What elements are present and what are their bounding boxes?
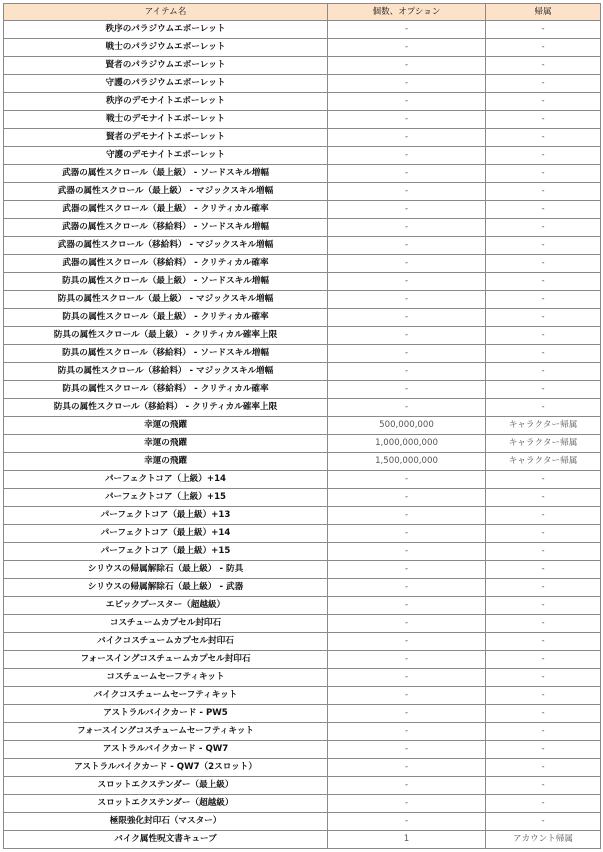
option-cell: -: [328, 471, 486, 489]
item-name-cell: アストラルバイクカード - PW5: [4, 705, 328, 723]
item-name-cell: パーフェクトコア（上級）+14: [4, 471, 328, 489]
table-row: [4, 687, 601, 705]
table-row: [4, 633, 601, 651]
table-row: [4, 561, 601, 579]
table-row: [4, 489, 601, 507]
table-row: [4, 255, 601, 273]
item-name-cell: 守護のパラジウムエポーレット: [4, 75, 328, 93]
bind-cell: -: [486, 507, 601, 525]
table-row: [4, 741, 601, 759]
table-row: [4, 453, 601, 471]
item-name-cell: 秩序のデモナイトエポーレット: [4, 93, 328, 111]
table-row: [4, 705, 601, 723]
option-cell: -: [328, 93, 486, 111]
bind-cell: -: [486, 723, 601, 741]
item-name-cell: 武器の属性スクロール（移給料） - マジックスキル増幅: [4, 237, 328, 255]
bind-cell: キャラクター帰属: [486, 453, 601, 471]
item-name-cell: パーフェクトコア（上級）+15: [4, 489, 328, 507]
option-cell: -: [328, 165, 486, 183]
item-name-cell: 武器の属性スクロール（最上級） - ソードスキル増幅: [4, 165, 328, 183]
bind-cell: -: [486, 345, 601, 363]
option-cell: -: [328, 219, 486, 237]
option-cell: -: [328, 399, 486, 417]
bind-cell: -: [486, 57, 601, 75]
bind-cell: -: [486, 651, 601, 669]
table-row: [4, 237, 601, 255]
bind-cell: -: [486, 111, 601, 129]
option-cell: -: [328, 291, 486, 309]
option-cell: -: [328, 183, 486, 201]
item-name-cell: 守護のデモナイトエポーレット: [4, 147, 328, 165]
bind-cell: -: [486, 129, 601, 147]
bind-cell: -: [486, 327, 601, 345]
table-row: [4, 777, 601, 795]
item-name-cell: アストラルバイクカード - QW7（2スロット）: [4, 759, 328, 777]
bind-cell: -: [486, 759, 601, 777]
bind-cell: -: [486, 561, 601, 579]
bind-cell: -: [486, 741, 601, 759]
item-name-cell: パーフェクトコア（最上級）+15: [4, 543, 328, 561]
bind-cell: -: [486, 273, 601, 291]
column-header-item-name: アイテム名: [4, 4, 328, 21]
option-cell: -: [328, 75, 486, 93]
option-cell: -: [328, 201, 486, 219]
table-row: [4, 399, 601, 417]
option-cell: -: [328, 273, 486, 291]
option-cell: -: [328, 813, 486, 831]
bind-cell: -: [486, 705, 601, 723]
bind-cell: -: [486, 633, 601, 651]
item-name-cell: スロットエクステンダー（最上級）: [4, 777, 328, 795]
table-row: [4, 327, 601, 345]
table-row: [4, 129, 601, 147]
option-cell: -: [328, 147, 486, 165]
bind-cell: -: [486, 669, 601, 687]
item-name-cell: パーフェクトコア（最上級）+14: [4, 525, 328, 543]
item-name-cell: 賢者のパラジウムエポーレット: [4, 57, 328, 75]
item-name-cell: 賢者のデモナイトエポーレット: [4, 129, 328, 147]
table-row: [4, 651, 601, 669]
option-cell: -: [328, 237, 486, 255]
option-cell: -: [328, 615, 486, 633]
table-row: [4, 795, 601, 813]
option-cell: -: [328, 381, 486, 399]
option-cell: -: [328, 651, 486, 669]
item-name-cell: 戦士のパラジウムエポーレット: [4, 39, 328, 57]
table-row: [4, 615, 601, 633]
option-cell: -: [328, 561, 486, 579]
item-name-cell: 幸運の飛躍: [4, 435, 328, 453]
item-name-cell: 武器の属性スクロール（移給料） - ソードスキル増幅: [4, 219, 328, 237]
option-cell: -: [328, 795, 486, 813]
item-name-cell: 防具の属性スクロール（移給料） - ソードスキル増幅: [4, 345, 328, 363]
bind-cell: -: [486, 615, 601, 633]
option-cell: -: [328, 525, 486, 543]
bind-cell: -: [486, 291, 601, 309]
table-header: [4, 4, 601, 21]
option-cell: -: [328, 633, 486, 651]
table-row: [4, 723, 601, 741]
bind-cell: -: [486, 471, 601, 489]
option-cell: -: [328, 741, 486, 759]
option-cell: 500,000,000: [328, 417, 486, 435]
option-cell: -: [328, 111, 486, 129]
bind-cell: -: [486, 255, 601, 273]
item-name-cell: 防具の属性スクロール（移給料） - クリティカル確率: [4, 381, 328, 399]
table-row: [4, 147, 601, 165]
table-row: [4, 363, 601, 381]
bind-cell: -: [486, 579, 601, 597]
item-name-cell: コスチュームセーフティキット: [4, 669, 328, 687]
item-name-cell: フォースイングコスチュームセーフティキット: [4, 723, 328, 741]
item-name-cell: 防具の属性スクロール（移給料） - クリティカル確率上限: [4, 399, 328, 417]
table-row: [4, 111, 601, 129]
bind-cell: -: [486, 147, 601, 165]
bind-cell: キャラクター帰属: [486, 417, 601, 435]
option-cell: -: [328, 57, 486, 75]
item-name-cell: 防具の属性スクロール（移給料） - マジックスキル増幅: [4, 363, 328, 381]
option-cell: -: [328, 687, 486, 705]
option-cell: 1,500,000,000: [328, 453, 486, 471]
bind-cell: -: [486, 183, 601, 201]
item-name-cell: アストラルバイクカード - QW7: [4, 741, 328, 759]
bind-cell: -: [486, 93, 601, 111]
item-name-cell: シリウスの帰属解除石（最上級） - 武器: [4, 579, 328, 597]
bind-cell: -: [486, 75, 601, 93]
option-cell: -: [328, 723, 486, 741]
item-name-cell: 幸運の飛躍: [4, 417, 328, 435]
bind-cell: -: [486, 21, 601, 39]
table-row: [4, 93, 601, 111]
item-name-cell: 防具の属性スクロール（最上級） - マジックスキル増幅: [4, 291, 328, 309]
item-name-cell: 戦士のデモナイトエポーレット: [4, 111, 328, 129]
item-name-cell: 武器の属性スクロール（最上級） - マジックスキル増幅: [4, 183, 328, 201]
bind-cell: -: [486, 201, 601, 219]
item-name-cell: 防具の属性スクロール（最上級） - クリティカル確率: [4, 309, 328, 327]
bind-cell: -: [486, 687, 601, 705]
item-name-cell: エピックブースター（超越級）: [4, 597, 328, 615]
item-name-cell: スロットエクステンダー（超越級）: [4, 795, 328, 813]
bind-cell: -: [486, 795, 601, 813]
table-row: [4, 759, 601, 777]
table-row: [4, 417, 601, 435]
bind-cell: -: [486, 543, 601, 561]
item-name-cell: バイク属性呪文書キューブ: [4, 831, 328, 849]
item-name-cell: 極限強化封印石（マスター）: [4, 813, 328, 831]
table-row: [4, 831, 601, 849]
table-row: [4, 183, 601, 201]
bind-cell: -: [486, 363, 601, 381]
option-cell: -: [328, 345, 486, 363]
item-name-cell: バイクコスチュームカプセル封印石: [4, 633, 328, 651]
table-row: [4, 21, 601, 39]
option-cell: -: [328, 579, 486, 597]
option-cell: -: [328, 489, 486, 507]
option-cell: -: [328, 39, 486, 57]
bind-cell: キャラクター帰属: [486, 435, 601, 453]
table-row: [4, 669, 601, 687]
option-cell: -: [328, 507, 486, 525]
table-row: [4, 309, 601, 327]
table-row: [4, 525, 601, 543]
option-cell: -: [328, 327, 486, 345]
bind-cell: -: [486, 219, 601, 237]
item-table: [3, 3, 601, 849]
item-table-container: [3, 3, 601, 849]
table-row: [4, 435, 601, 453]
table-body: [4, 21, 601, 849]
option-cell: -: [328, 597, 486, 615]
bind-cell: -: [486, 381, 601, 399]
item-name-cell: フォースイングコスチュームカプセル封印石: [4, 651, 328, 669]
bind-cell: -: [486, 489, 601, 507]
table-row: [4, 219, 601, 237]
table-row: [4, 39, 601, 57]
item-name-cell: 幸運の飛躍: [4, 453, 328, 471]
option-cell: -: [328, 705, 486, 723]
header-row: [4, 4, 601, 21]
option-cell: -: [328, 363, 486, 381]
table-row: [4, 345, 601, 363]
option-cell: -: [328, 669, 486, 687]
bind-cell: アカウント帰属: [486, 831, 601, 849]
table-row: [4, 597, 601, 615]
table-row: [4, 201, 601, 219]
bind-cell: -: [486, 777, 601, 795]
bind-cell: -: [486, 399, 601, 417]
table-row: [4, 579, 601, 597]
table-row: [4, 273, 601, 291]
table-row: [4, 813, 601, 831]
option-cell: -: [328, 21, 486, 39]
item-name-cell: 防具の属性スクロール（最上級） - ソードスキル増幅: [4, 273, 328, 291]
item-name-cell: 防具の属性スクロール（最上級） - クリティカル確率上限: [4, 327, 328, 345]
bind-cell: -: [486, 309, 601, 327]
column-header-bind: 帰属: [486, 4, 601, 21]
table-row: [4, 507, 601, 525]
column-header-option: 個数、オプション: [328, 4, 486, 21]
table-row: [4, 165, 601, 183]
option-cell: -: [328, 309, 486, 327]
item-name-cell: コスチュームカプセル封印石: [4, 615, 328, 633]
item-name-cell: バイクコスチュームセーフティキット: [4, 687, 328, 705]
item-name-cell: シリウスの帰属解除石（最上級） - 防具: [4, 561, 328, 579]
bind-cell: -: [486, 165, 601, 183]
table-row: [4, 381, 601, 399]
table-row: [4, 471, 601, 489]
option-cell: -: [328, 759, 486, 777]
bind-cell: -: [486, 597, 601, 615]
item-name-cell: 秩序のパラジウムエポーレット: [4, 21, 328, 39]
bind-cell: -: [486, 237, 601, 255]
option-cell: 1,000,000,000: [328, 435, 486, 453]
item-name-cell: 武器の属性スクロール（移給料） - クリティカル確率: [4, 255, 328, 273]
option-cell: -: [328, 255, 486, 273]
item-name-cell: パーフェクトコア（最上級）+13: [4, 507, 328, 525]
table-row: [4, 75, 601, 93]
table-row: [4, 57, 601, 75]
option-cell: 1: [328, 831, 486, 849]
option-cell: -: [328, 543, 486, 561]
table-row: [4, 291, 601, 309]
bind-cell: -: [486, 525, 601, 543]
option-cell: -: [328, 129, 486, 147]
bind-cell: -: [486, 39, 601, 57]
option-cell: -: [328, 777, 486, 795]
item-name-cell: 武器の属性スクロール（最上級） - クリティカル確率: [4, 201, 328, 219]
bind-cell: -: [486, 813, 601, 831]
table-row: [4, 543, 601, 561]
